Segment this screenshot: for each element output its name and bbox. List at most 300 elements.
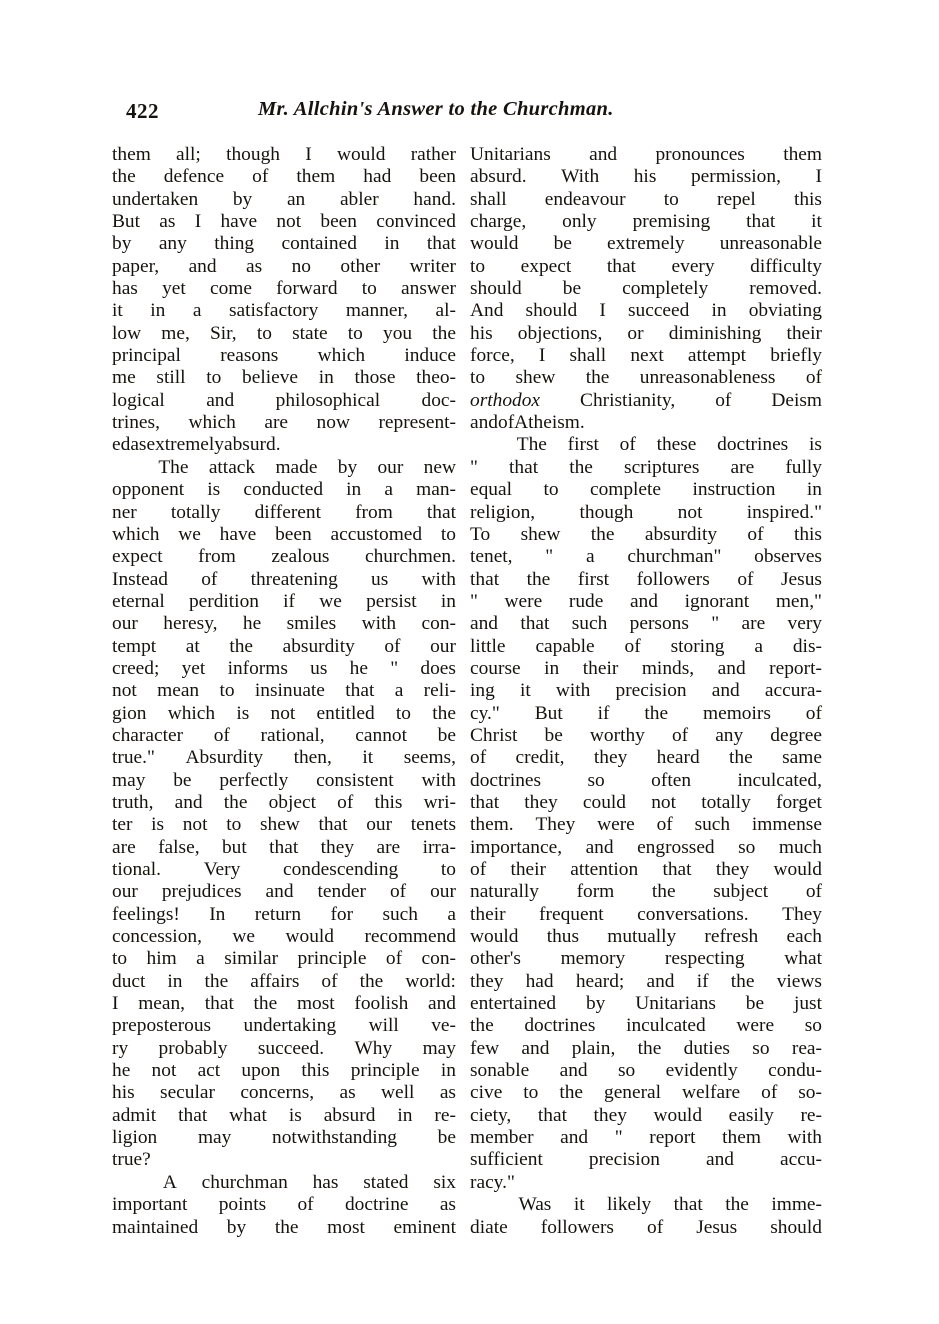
right-column-line	[470, 1082, 822, 1104]
left-column-line	[112, 770, 456, 792]
word: the	[569, 456, 593, 478]
word: our	[430, 635, 456, 657]
word: state	[292, 322, 328, 344]
word: difficulty	[750, 255, 822, 277]
word: con-	[421, 613, 456, 635]
word: very	[787, 613, 822, 635]
word: ter	[112, 814, 133, 836]
word: eminent	[393, 1216, 456, 1238]
word: me	[112, 367, 136, 389]
word: to	[219, 680, 235, 702]
left-column-line	[112, 323, 456, 345]
left-column-line	[112, 725, 456, 747]
word: theo-	[416, 367, 456, 389]
left-column-line	[112, 971, 456, 993]
word: most	[327, 1216, 365, 1238]
word: that	[509, 456, 539, 478]
word: forget	[775, 791, 822, 813]
word: it	[519, 680, 531, 702]
left-column-line	[112, 233, 456, 255]
word: from	[355, 501, 393, 523]
word: tempt	[112, 635, 157, 657]
word: absurd.	[224, 434, 281, 456]
word: and	[521, 1037, 550, 1059]
word: any	[715, 724, 744, 746]
word: if	[696, 970, 709, 992]
word: to	[523, 1082, 539, 1104]
word: believe	[242, 367, 299, 389]
word: con-	[421, 948, 456, 970]
word: and	[428, 993, 456, 1015]
word: now	[316, 412, 350, 434]
word: the	[644, 702, 669, 724]
word: principle	[297, 948, 367, 970]
word: answer	[401, 278, 456, 300]
word: that	[426, 501, 456, 523]
left-column-line	[112, 390, 456, 412]
word: if	[283, 590, 296, 612]
left-column-line	[112, 926, 456, 948]
word: undertaking	[243, 1015, 337, 1037]
word: engrossed	[637, 836, 715, 858]
word: but	[221, 836, 247, 858]
word: of	[201, 568, 218, 590]
left-column-line	[112, 412, 456, 434]
word: naturally	[470, 881, 539, 903]
word: they	[470, 970, 504, 992]
word: A	[162, 1171, 177, 1193]
word: them	[112, 144, 151, 165]
left-column-line	[112, 189, 456, 211]
word: ciety,	[470, 1104, 512, 1126]
word: such	[382, 903, 418, 925]
word: is	[236, 702, 250, 724]
word: he	[349, 657, 368, 679]
word: sufficient	[470, 1149, 543, 1171]
word: entertained	[470, 993, 557, 1015]
word: consistent	[316, 769, 394, 791]
word: shew	[259, 814, 300, 836]
right-column-line	[470, 166, 822, 188]
word: Atheism.	[514, 412, 585, 434]
right-column-line	[470, 457, 822, 479]
word: of	[619, 434, 636, 456]
word: come	[209, 278, 252, 300]
word: succeed	[627, 300, 690, 322]
right-column-line	[470, 390, 822, 412]
word: importance,	[470, 836, 563, 858]
word: has	[112, 278, 138, 300]
right-column-line	[470, 1172, 822, 1194]
word: first	[577, 568, 610, 590]
word: as	[339, 1082, 356, 1104]
left-column-line	[112, 345, 456, 367]
word: them	[722, 1127, 761, 1149]
page-number: 422	[126, 99, 159, 123]
left-column-line	[112, 1194, 456, 1216]
word: our	[366, 814, 393, 836]
word: evidently	[665, 1060, 738, 1082]
right-column-line	[470, 926, 822, 948]
word: the	[651, 881, 676, 903]
word: would	[285, 926, 334, 948]
word: report	[649, 1127, 696, 1149]
word: and	[629, 590, 658, 612]
word: endeavour	[544, 188, 626, 210]
right-column-line	[470, 636, 822, 658]
word: irra-	[422, 836, 456, 858]
word: rude	[568, 590, 604, 612]
word: by	[232, 188, 253, 210]
left-column-line	[112, 904, 456, 926]
word: such	[694, 814, 731, 836]
word: in	[397, 1104, 413, 1126]
left-column-line	[112, 613, 456, 635]
word: may	[422, 1037, 456, 1059]
word: of	[715, 389, 732, 411]
word: their	[786, 322, 822, 344]
word: so	[617, 1060, 636, 1082]
word: instruction	[692, 479, 776, 501]
word: be	[544, 724, 563, 746]
word: expect	[520, 255, 572, 277]
word: storing	[670, 635, 725, 657]
right-column-line	[470, 367, 822, 389]
word: attempt	[687, 345, 747, 367]
word: is	[808, 434, 822, 456]
word: with	[421, 568, 456, 590]
word: of	[624, 635, 641, 657]
word: followers	[540, 1216, 614, 1238]
word: doc-	[421, 389, 456, 411]
word: of	[389, 881, 407, 903]
word: and	[589, 144, 618, 165]
word: thus	[546, 926, 580, 948]
right-column-line	[470, 345, 822, 367]
word: to	[361, 278, 377, 300]
word: would	[336, 144, 386, 165]
word: to	[543, 479, 559, 501]
word: not	[112, 680, 137, 702]
word: manner,	[345, 300, 409, 322]
word: other	[340, 255, 381, 277]
word: that	[204, 993, 234, 1015]
word: premising	[632, 211, 711, 233]
left-column-line	[112, 1060, 456, 1082]
word: Sir,	[209, 322, 237, 344]
word: "	[614, 1127, 623, 1149]
word: minds,	[641, 657, 695, 679]
word: are	[112, 836, 136, 858]
word: all;	[176, 144, 201, 165]
word: the	[432, 322, 456, 344]
word: world:	[405, 970, 456, 992]
word: heard;	[575, 970, 625, 992]
word: to	[440, 523, 456, 545]
word: that	[426, 233, 456, 255]
right-column-line	[470, 300, 822, 322]
word: an	[286, 188, 306, 210]
word: his	[112, 1082, 135, 1104]
word: of	[737, 568, 754, 590]
word: Unitarians	[635, 993, 716, 1015]
word: were	[736, 1015, 775, 1037]
word: succeed.	[257, 1037, 325, 1059]
word: if	[597, 702, 610, 724]
word: the	[470, 1015, 494, 1037]
word: first	[567, 434, 599, 456]
word: important	[112, 1194, 188, 1216]
right-column-line	[470, 144, 822, 166]
word: logical	[112, 389, 165, 411]
word: I	[112, 993, 119, 1015]
word: absurdity	[644, 523, 718, 545]
word: is	[151, 814, 165, 836]
word: totally	[170, 501, 221, 523]
word: threatening	[250, 568, 338, 590]
word: so	[587, 769, 605, 791]
word: perdition	[188, 590, 259, 612]
word: wri-	[423, 791, 456, 813]
word: only	[562, 211, 597, 233]
word: creed;	[112, 657, 160, 679]
word: our	[430, 881, 456, 903]
word: force,	[470, 345, 515, 367]
word: the	[585, 367, 610, 389]
word: of	[805, 367, 822, 389]
right-column-line	[470, 412, 822, 434]
word: rational,	[260, 724, 325, 746]
word: false,	[158, 836, 200, 858]
word: which	[167, 702, 216, 724]
word: reli-	[423, 680, 456, 702]
word: been	[275, 523, 312, 545]
word: induce	[404, 345, 456, 367]
word: persons	[629, 613, 689, 635]
word: that	[662, 859, 692, 880]
left-column-line	[112, 569, 456, 591]
word: with	[787, 1127, 822, 1149]
word: opponent	[112, 479, 185, 501]
word: from	[198, 546, 236, 568]
word: is	[288, 1104, 302, 1126]
word: Why	[354, 1037, 393, 1059]
word: absurdity	[282, 635, 355, 657]
word: that	[537, 1104, 567, 1126]
word: Was	[518, 1194, 552, 1216]
word: have	[219, 523, 257, 545]
word: we	[319, 590, 342, 612]
word: inspired."	[746, 501, 822, 523]
running-title: Mr. Allchin's Answer to the Churchman.	[258, 98, 614, 120]
word: complete	[589, 479, 662, 501]
word: of	[671, 724, 689, 746]
word: and	[265, 881, 294, 903]
right-column-line	[470, 1105, 822, 1127]
left-column-line	[112, 278, 456, 300]
right-column-line	[470, 837, 822, 859]
word: to	[206, 367, 222, 389]
word: of	[252, 166, 269, 188]
right-column-line	[470, 1194, 822, 1216]
right-column-line	[470, 680, 822, 702]
word: informs	[227, 657, 288, 679]
word: and	[560, 1127, 589, 1149]
word: capable	[535, 635, 595, 657]
word: views	[776, 970, 822, 992]
word: persist	[366, 590, 417, 612]
word: unreasonable	[719, 233, 822, 255]
word: shew	[520, 523, 561, 545]
word: ligion	[112, 1127, 158, 1149]
word: doctrine	[344, 1194, 409, 1216]
word: just	[793, 993, 822, 1015]
word: affairs	[250, 970, 300, 992]
word: may	[112, 769, 146, 791]
word: tenet,	[470, 546, 513, 568]
word: in	[346, 479, 362, 501]
left-column-line	[112, 457, 456, 479]
right-column-line	[470, 993, 822, 1015]
word: principal	[112, 345, 181, 367]
word: churchman	[201, 1171, 288, 1193]
right-column-line	[470, 613, 822, 635]
word: our	[112, 613, 138, 635]
right-column-line	[470, 569, 822, 591]
word: this	[793, 188, 822, 210]
word: and	[646, 970, 675, 992]
left-column-line	[112, 747, 456, 769]
word: form	[576, 881, 615, 903]
word: any	[158, 233, 187, 255]
word: attention	[570, 859, 639, 880]
word: scriptures	[624, 456, 700, 478]
word: a	[384, 479, 393, 501]
right-column-line	[470, 211, 822, 233]
word: as	[159, 211, 176, 233]
word: I	[599, 300, 606, 322]
word: are	[264, 412, 289, 434]
word: permission,	[690, 166, 781, 188]
word: a	[394, 680, 404, 702]
word: six	[433, 1171, 456, 1193]
word: "	[470, 590, 478, 612]
word: has	[312, 1171, 339, 1193]
word: doctrines	[470, 769, 542, 791]
word: to	[347, 322, 363, 344]
word: yet	[162, 278, 186, 300]
word: be	[437, 1127, 456, 1149]
word: I	[815, 166, 822, 188]
word: that	[318, 814, 348, 836]
word: same	[782, 747, 822, 769]
word: respecting	[664, 948, 745, 970]
word: which	[188, 412, 236, 434]
word: writer	[409, 255, 456, 277]
word: The	[516, 434, 547, 456]
left-column-line	[112, 1082, 456, 1104]
word: immense	[751, 814, 822, 836]
word: in	[711, 300, 727, 322]
word: But	[112, 211, 141, 233]
word: philosophical	[275, 389, 381, 411]
word: me,	[161, 322, 190, 344]
word: principle	[350, 1060, 420, 1082]
word: heard	[656, 747, 700, 769]
word: they	[524, 791, 558, 813]
word: briefly	[770, 345, 822, 367]
word: these	[656, 434, 697, 456]
word: Christ	[470, 724, 518, 746]
word: re-	[800, 1104, 822, 1126]
word: churchman"	[627, 546, 722, 568]
left-column-line	[112, 434, 456, 456]
word: Unitarians	[470, 144, 551, 165]
word: as	[130, 434, 147, 456]
word: object	[268, 791, 316, 813]
word: of	[384, 635, 401, 657]
word: which	[317, 345, 366, 367]
word: to	[226, 814, 242, 836]
word: he	[112, 1060, 131, 1082]
word: were	[597, 814, 635, 836]
word: in	[150, 300, 166, 322]
word: that	[606, 255, 636, 277]
word: rather	[410, 144, 456, 165]
word: the	[526, 568, 551, 590]
paragraph-indent	[470, 434, 496, 456]
right-column-line	[470, 1015, 822, 1037]
word: them	[783, 144, 822, 165]
word: of	[656, 814, 673, 836]
word: by	[226, 1216, 247, 1238]
word: true."	[112, 747, 155, 769]
left-column-line	[112, 1172, 456, 1194]
word: in	[384, 233, 400, 255]
right-column-line	[470, 1217, 822, 1239]
left-column-line	[112, 1038, 456, 1060]
word: our	[377, 456, 404, 478]
word: concession,	[112, 926, 202, 948]
word: this	[374, 791, 403, 813]
word: recommend	[364, 926, 456, 948]
word: seems,	[403, 747, 456, 769]
word: the	[274, 1216, 299, 1238]
left-column-line	[112, 144, 456, 166]
word: you	[383, 322, 413, 344]
right-column-line	[470, 502, 822, 524]
word: though	[579, 501, 634, 523]
word: that	[520, 613, 550, 635]
word: act	[197, 1060, 221, 1082]
word: mean	[157, 680, 200, 702]
left-column-line	[112, 837, 456, 859]
word: doctrines	[717, 434, 789, 456]
word: of	[385, 948, 403, 970]
word: With	[561, 166, 600, 188]
word: They	[535, 814, 576, 836]
word: the	[590, 523, 615, 545]
word: is	[207, 479, 221, 501]
word: they	[320, 836, 355, 858]
right-column-line	[470, 1060, 822, 1082]
word: memory	[560, 948, 626, 970]
word: to	[256, 322, 272, 344]
word: "	[711, 613, 720, 635]
word: hand.	[413, 188, 456, 210]
word: Instead	[112, 568, 168, 590]
word: those	[354, 367, 396, 389]
